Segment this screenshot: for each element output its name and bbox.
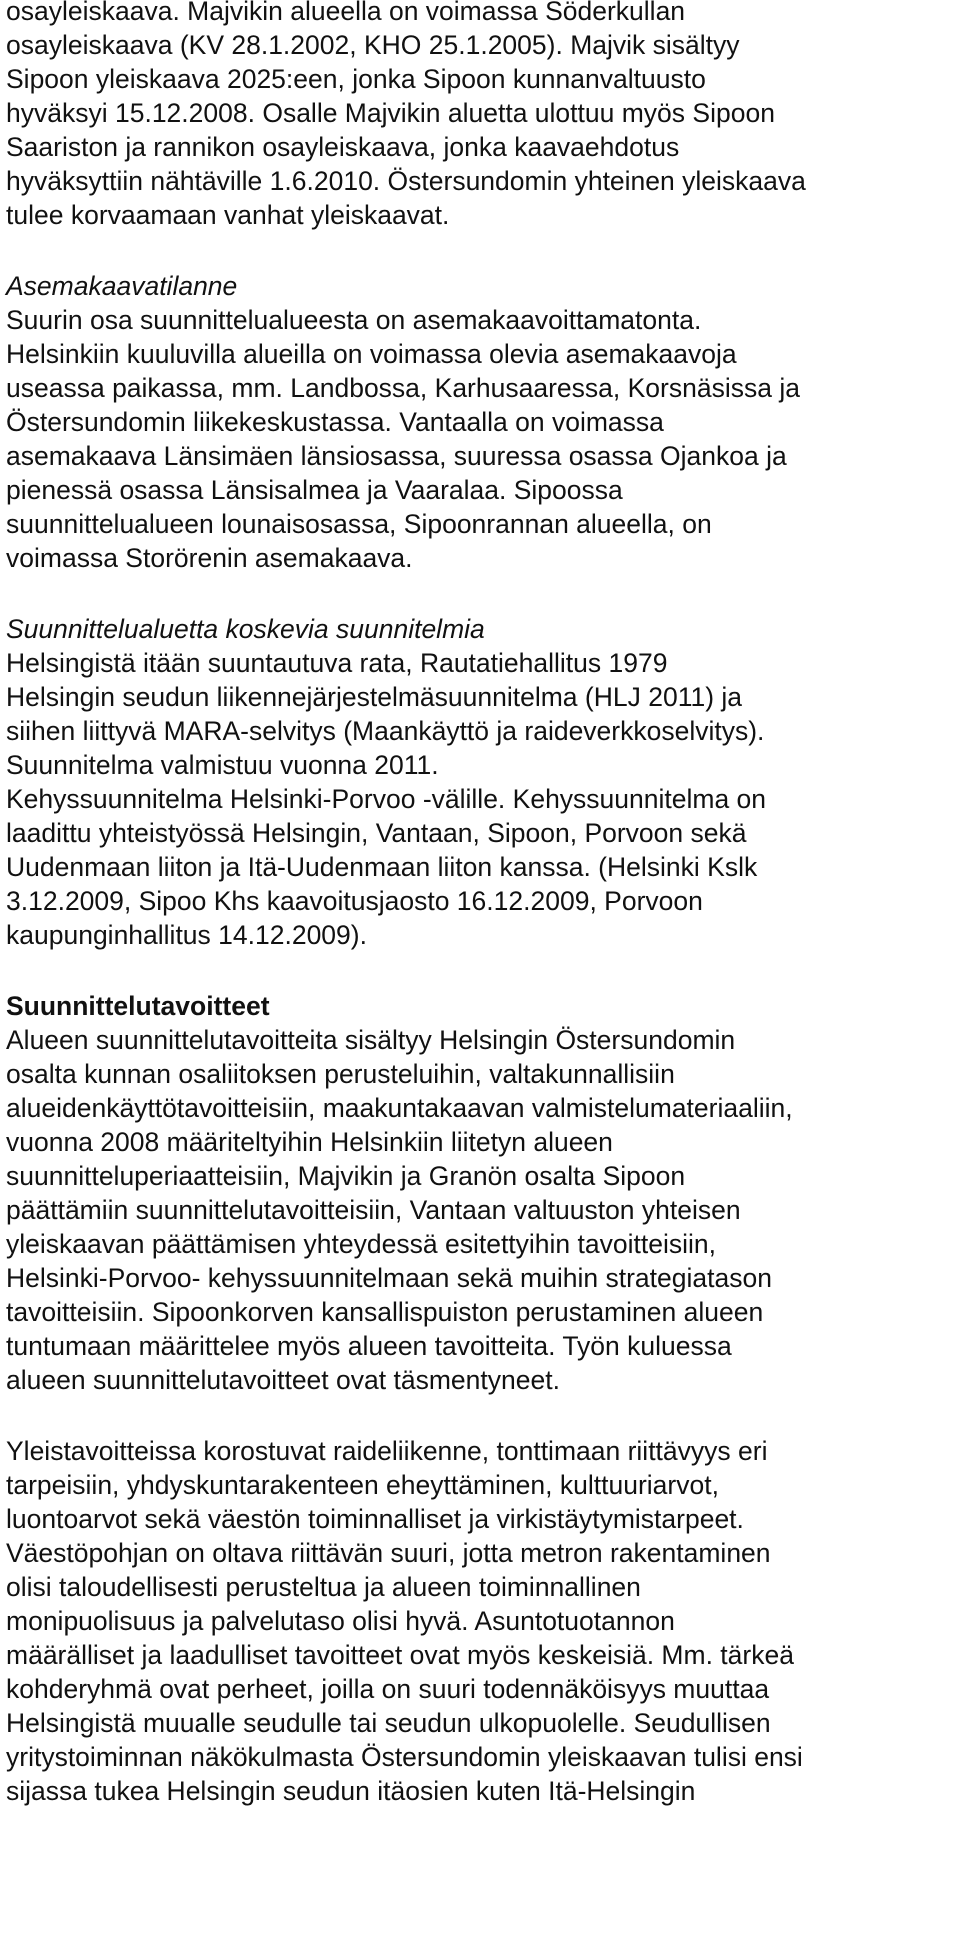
text-line: Yleistavoitteissa korostuvat raideliikenne, tonttimaan riittävyys eri xyxy=(6,1436,768,1466)
text-line: Helsingistä itään suuntautuva rata, Rautatiehallitus 1979 xyxy=(6,648,668,678)
text-line: Suurin osa suunnittelualueesta on asemakaavoittamatonta. xyxy=(6,305,702,335)
text-line: 3.12.2009, Sipoo Khs kaavoitusjaosto 16.12.2009, Porvoon xyxy=(6,886,703,916)
text-line: osayleiskaava (KV 28.1.2002, KHO 25.1.2005). Majvik sisältyy xyxy=(6,30,740,60)
document-page xyxy=(6,0,956,1808)
text-line: laadittu yhteistyössä Helsingin, Vantaan, Sipoon, Porvoon sekä xyxy=(6,818,747,848)
text-line: Helsinki-Porvoo- kehyssuunnitelmaan sekä muihin strategiatason xyxy=(6,1263,772,1293)
text-line: tulee korvaamaan vanhat yleiskaavat. xyxy=(6,200,450,230)
section-heading: Asemakaavatilanne xyxy=(6,271,238,301)
text-line: luontoarvot sekä väestön toiminnalliset ja virkistäytymistarpeet. xyxy=(6,1504,744,1534)
text-line: yritystoiminnan näkökulmasta Östersundomin yleiskaavan tulisi ensi xyxy=(6,1742,803,1772)
section-asemakaavatilanne xyxy=(6,269,956,575)
text-line: Alueen suunnittelutavoitteita sisältyy Helsingin Östersundomin xyxy=(6,1025,736,1055)
text-line: asemakaava Länsimäen länsiosassa, suuressa osassa Ojankoa ja xyxy=(6,441,787,471)
text-line: vuonna 2008 määriteltyihin Helsinkiin liitetyn alueen xyxy=(6,1127,613,1157)
text-line: Helsingin seudun liikennejärjestelmäsuunnitelma (HLJ 2011) ja xyxy=(6,682,743,712)
text-line: osayleiskaava. Majvikin alueella on voimassa Söderkullan xyxy=(6,0,686,26)
section-suunnittelutavoitteet xyxy=(6,989,956,1397)
text-line: sijassa tukea Helsingin seudun itäosien kuten Itä-Helsingin xyxy=(6,1776,696,1806)
paragraph-gap xyxy=(6,952,956,989)
text-line: Sipoon yleiskaava 2025:een, jonka Sipoon kunnanvaltuusto xyxy=(6,64,706,94)
text-line: tuntumaan määrittelee myös alueen tavoitteita. Työn kuluessa xyxy=(6,1331,732,1361)
text-line: Kehyssuunnitelma Helsinki-Porvoo -välille. Kehyssuunnitelma on xyxy=(6,784,767,814)
paragraph-intro xyxy=(6,0,956,232)
text-line: Helsingistä muualle seudulle tai seudun ulkopuolelle. Seudullisen xyxy=(6,1708,771,1738)
paragraph-gap xyxy=(6,232,956,269)
text-line: Helsinkiin kuuluvilla alueilla on voimassa olevia asemakaavoja xyxy=(6,339,737,369)
text-line: kaupunginhallitus 14.12.2009). xyxy=(6,920,367,950)
text-line: määrälliset ja laadulliset tavoitteet ovat myös keskeisiä. Mm. tärkeä xyxy=(6,1640,794,1670)
text-line: yleiskaavan päättämisen yhteydessä esitettyihin tavoitteisiin, xyxy=(6,1229,716,1259)
text-line: kohderyhmä ovat perheet, joilla on suuri todennäköisyys muuttaa xyxy=(6,1674,770,1704)
text-line: osalta kunnan osaliitoksen perusteluihin, valtakunnallisiin xyxy=(6,1059,675,1089)
text-line: useassa paikassa, mm. Landbossa, Karhusaaressa, Korsnäsissa ja xyxy=(6,373,800,403)
text-line: tarpeisiin, yhdyskuntarakenteen eheyttäminen, kulttuuriarvot, xyxy=(6,1470,719,1500)
text-line: suunnitteluperiaatteisiin, Majvikin ja Granön osalta Sipoon xyxy=(6,1161,686,1191)
text-line: Östersundomin liikekeskustassa. Vantaalla on voimassa xyxy=(6,407,664,437)
text-line: pienessä osassa Länsisalmea ja Vaaralaa. Sipoossa xyxy=(6,475,623,505)
text-line: hyväksyi 15.12.2008. Osalle Majvikin aluetta ulottuu myös Sipoon xyxy=(6,98,775,128)
text-line: Uudenmaan liiton ja Itä-Uudenmaan liiton kanssa. (Helsinki Kslk xyxy=(6,852,758,882)
text-line: olisi taloudellisesti perusteltua ja alueen toiminnallinen xyxy=(6,1572,641,1602)
section-heading: Suunnittelutavoitteet xyxy=(6,991,270,1021)
section-heading: Suunnittelualuetta koskevia suunnitelmia xyxy=(6,614,485,644)
text-line: Saariston ja rannikon osayleiskaava, jonka kaavaehdotus xyxy=(6,132,680,162)
paragraph-gap xyxy=(6,1397,956,1434)
text-line: Väestöpohjan on oltava riittävän suuri, jotta metron rakentaminen xyxy=(6,1538,771,1568)
text-line: suunnittelualueen lounaisosassa, Sipoonrannan alueella, on xyxy=(6,509,712,539)
text-line: siihen liittyvä MARA-selvitys (Maankäyttö ja raideverkkoselvitys). xyxy=(6,716,765,746)
section-suunnitelmia xyxy=(6,612,956,952)
text-line: hyväksyttiin nähtäville 1.6.2010. Östersundomin yhteinen yleiskaava xyxy=(6,166,806,196)
text-line: alueidenkäyttötavoitteisiin, maakuntakaavan valmistelumateriaaliin, xyxy=(6,1093,793,1123)
text-line: monipuolisuus ja palvelutaso olisi hyvä. Asuntotuotannon xyxy=(6,1606,675,1636)
text-line: tavoitteisiin. Sipoonkorven kansallispuiston perustaminen alueen xyxy=(6,1297,764,1327)
text-line: alueen suunnittelutavoitteet ovat täsmentyneet. xyxy=(6,1365,560,1395)
paragraph-gap xyxy=(6,575,956,612)
text-line: voimassa Storörenin asemakaava. xyxy=(6,543,413,573)
text-line: Suunnitelma valmistuu vuonna 2011. xyxy=(6,750,439,780)
paragraph-yleistavoitteet xyxy=(6,1434,956,1808)
text-line: päättämiin suunnittelutavoitteisiin, Vantaan valtuuston yhteisen xyxy=(6,1195,741,1225)
